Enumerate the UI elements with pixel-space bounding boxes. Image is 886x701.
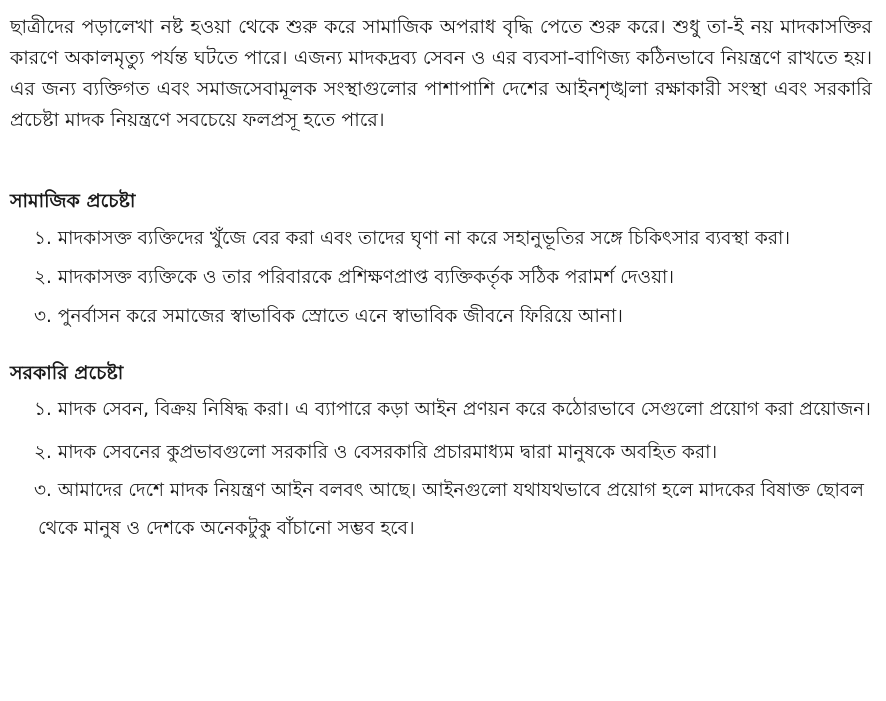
item-number: ১. [34, 399, 52, 420]
government-efforts-list [10, 391, 872, 548]
list-item [10, 391, 872, 429]
item-text: মাদকাসক্ত ব্যক্তিদের খুঁজে বের করা এবং তাদের ঘৃণা না করে সহানুভূতির সঙ্গে চিকিৎসার ব্যবস্থা করা। [57, 228, 791, 249]
item-number: ৩. [34, 306, 52, 327]
item-text: মাদক সেবন, বিক্রয় নিষিদ্ধ করা। এ ব্যাপারে কড়া আইন প্রণয়ন করে কঠোরভাবে সেগুলো প্রয়োগ করা প্রয়োজন। [57, 399, 871, 420]
item-text: আমাদের দেশে মাদক নিয়ন্ত্রণ আইন বলবৎ আছে। আইনগুলো যথাযথভাবে প্রয়োগ হলে মাদকের বিষাক্ত ছোবল থেকে মানুষ ও দেশকে অনেকটুকু বাঁচানো সম্ভব হবে। [38, 480, 864, 539]
item-text: মাদকাসক্ত ব্যক্তিকে ও তার পরিবারকে প্রশিক্ষণপ্রাপ্ত ব্যক্তিকর্তৃক সঠিক পরামর্শ দেওয়া। [57, 267, 674, 288]
list-item [10, 262, 872, 293]
item-number: ২. [34, 442, 52, 463]
list-item [10, 472, 872, 548]
item-text: পুনর্বাসন করে সমাজের স্বাভাবিক স্রোতে এনে স্বাভাবিক জীবনে ফিরিয়ে আনা। [57, 306, 623, 327]
item-number: ৩. [34, 480, 52, 501]
intro-paragraph: ছাত্রীদের পড়ালেখা নষ্ট হওয়া থেকে শুরু করে সামাজিক অপরাধ বৃদ্ধি পেতে শুরু করে। শুধু তা-ই নয় মাদকাসক্তির কারণে অকালমৃত্যু পর্যন্ত ঘটতে পারে। এজন্য মাদকদ্রব্য সেবন ও এর ব্যবসা-বাণিজ্য কঠিনভাবে নিয়ন্ত্রণে রাখতে হয়। এর জন্য ব্যক্তিগত এবং সমাজসেবামূলক সংস্থাগুলোর পাশাপাশি দেশের আইনশৃঙ্খলা রক্ষাকারী সংস্থা এবং সরকারি প্রচেষ্টা মাদক নিয়ন্ত্রণে সবচেয়ে ফলপ্রসূ হতে পারে। [10, 16, 872, 131]
social-efforts-list [10, 223, 872, 332]
list-item [10, 437, 872, 468]
social-efforts-heading: সামাজিক প্রচেষ্টা [10, 190, 136, 212]
item-number: ২. [34, 267, 52, 288]
list-item [10, 223, 872, 254]
item-text: মাদক সেবনের কুপ্রভাবগুলো সরকারি ও বেসরকারি প্রচারমাধ্যম দ্বারা মানুষকে অবহিত করা। [57, 442, 718, 463]
government-efforts-heading: সরকারি প্রচেষ্টা [10, 362, 124, 384]
list-item [10, 301, 872, 332]
item-number: ১. [34, 228, 52, 249]
